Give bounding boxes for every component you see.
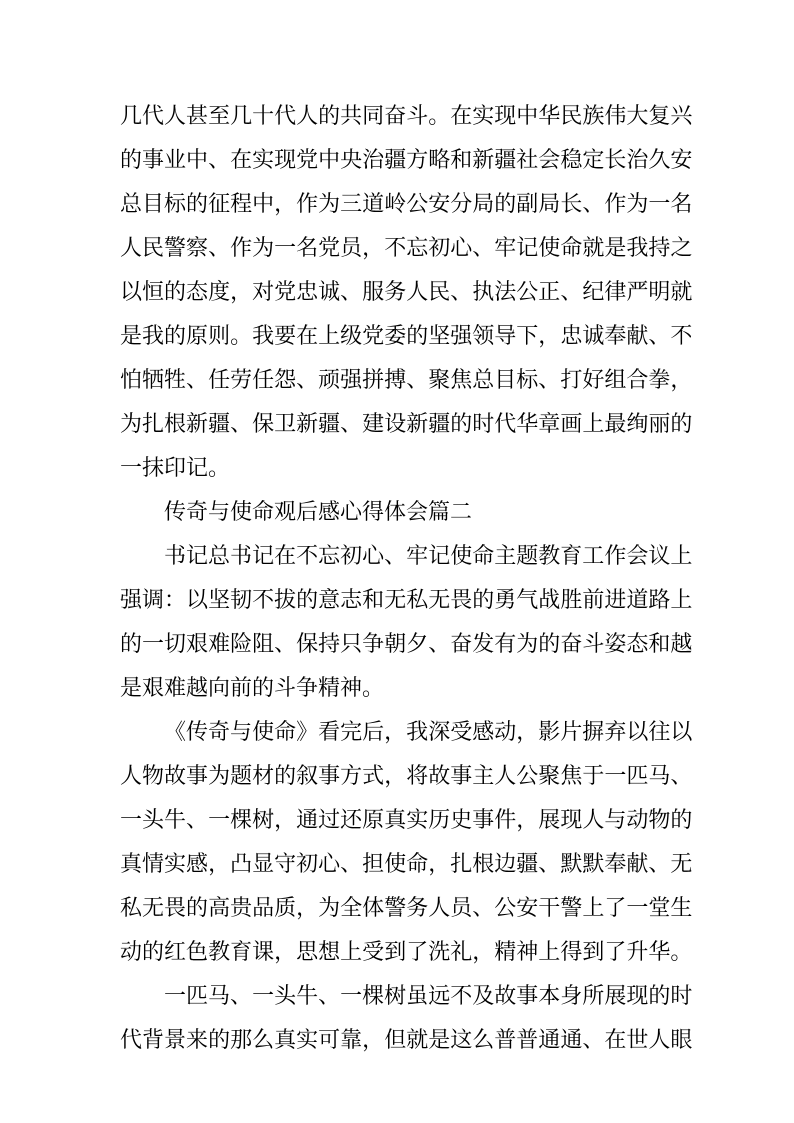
text-line: 几 代 人 甚 至 几 十 代 人 的 共 同 奋 斗 。 在 实 现 中 华 民 族 伟 大 复 兴 bbox=[120, 104, 693, 129]
text-line: 以 恒 的 态 度 ， 对 党 忠 诚 、 服 务 人 民 、 执 法 公 正 、 纪 律 严 明 就 bbox=[120, 280, 693, 305]
text-line: 人 物 故 事 为 题 材 的 叙 事 方 式 ， 将 故 事 主 人 公 聚 焦 于 一 匹 马 、 bbox=[120, 764, 693, 789]
text-line: 书 记 总 书 记 在 不 忘 初 心 、 牢 记 使 命 主 题 教 育 工 作 会 议 上 bbox=[164, 544, 693, 569]
text-line: 怕 牺 牲 、 任 劳 任 怨 、 顽 强 拼 搏 、 聚 焦 总 目 标 、 打 好 组 合 拳 ， bbox=[120, 368, 693, 393]
text-line: 的 事 业 中 、 在 实 现 党 中 央 治 疆 方 略 和 新 疆 社 会 稳 定 长 治 久 安 bbox=[120, 148, 693, 173]
text-line: 为 扎 根 新 疆 、 保 卫 新 疆 、 建 设 新 疆 的 时 代 华 章 画 上 最 绚 丽 的 bbox=[120, 412, 693, 437]
text-line: 私 无 畏 的 高 贵 品 质 ， 为 全 体 警 务 人 员 、 公 安 干 警 上 了 一 堂 生 bbox=[120, 896, 693, 921]
text-line: 代 背 景 来 的 那 么 真 实 可 靠 ， 但 就 是 这 么 普 普 通 通 、 在 世 人 眼 bbox=[120, 1028, 693, 1053]
text-line: 真 情 实 感 ， 凸 显 守 初 心 、 担 使 命 ， 扎 根 边 疆 、 默 默 奉 献 、 无 bbox=[120, 852, 693, 877]
text-line: 《 传 奇 与 使 命 》 看 完 后 ， 我 深 受 感 动 ， 影 片 摒 弃 以 往 以 bbox=[164, 720, 693, 745]
text-line: 强 调 ： 以 坚 韧 不 拔 的 意 志 和 无 私 无 畏 的 勇 气 战 胜 前 进 道 路 上 bbox=[120, 588, 693, 613]
text-line: 是 我 的 原 则 。 我 要 在 上 级 党 委 的 坚 强 领 导 下 ， 忠 诚 奉 献 、 不 bbox=[120, 324, 693, 349]
section-heading: 传奇与使命观后感心得体会篇二 bbox=[164, 500, 473, 525]
text-line: 一 头 牛 、 一 棵 树 ， 通 过 还 原 真 实 历 史 事 件 ， 展 现 人 与 动 物 的 bbox=[120, 808, 693, 833]
text-line: 的 一 切 艰 难 险 阻 、 保 持 只 争 朝 夕 、 奋 发 有 为 的 奋 斗 姿 态 和 越 bbox=[120, 632, 693, 657]
text-line: 总 目 标 的 征 程 中 ， 作 为 三 道 岭 公 安 分 局 的 副 局 长 、 作 为 一 名 bbox=[120, 192, 693, 217]
text-line: 一抹印记。 bbox=[120, 456, 231, 481]
text-line: 是艰难越向前的斗争精神。 bbox=[120, 676, 385, 701]
text-line: 人 民 警 察 、 作 为 一 名 党 员 ， 不 忘 初 心 、 牢 记 使 命 就 是 我 持 之 bbox=[120, 236, 693, 261]
text-line: 一 匹 马 、 一 头 牛 、 一 棵 树 虽 远 不 及 故 事 本 身 所 展 现 的 时 bbox=[164, 984, 693, 1009]
text-line: 动 的 红 色 教 育 课 ， 思 想 上 受 到 了 洗 礼 ， 精 神 上 得 到 了 升 华 。 bbox=[120, 940, 693, 965]
